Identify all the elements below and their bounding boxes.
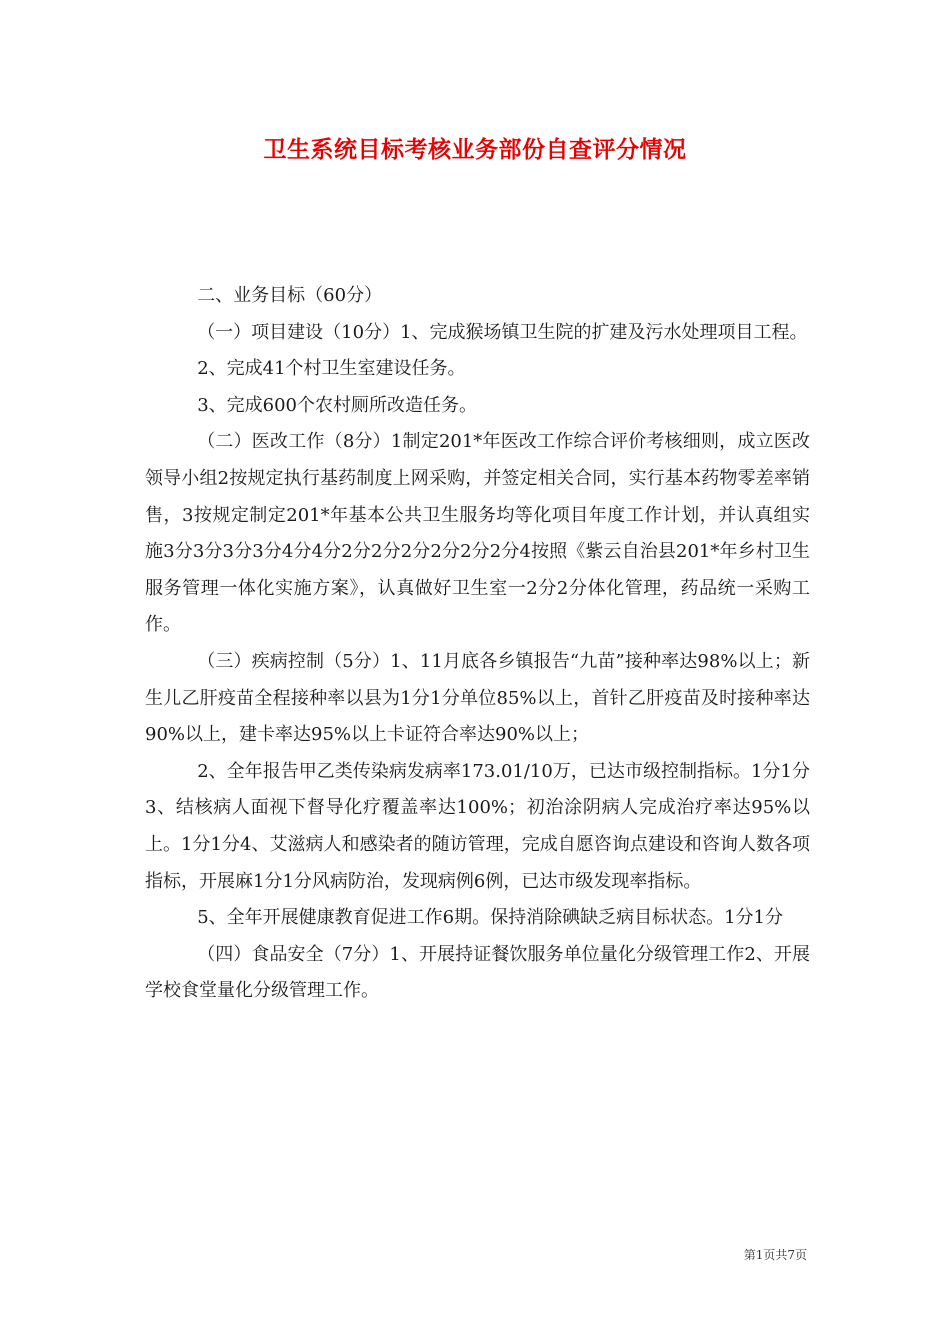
paragraph: （二）医改工作（8分）1制定201*年医改工作综合评价考核细则，成立医改领导小组2按规定执行基药制度上网采购，并签定相关合同，实行基本药物零差率销售，3按规定制定201*年基本公共卫生服务均等化项目年度工作计划，并认真组实施3分3分3分3分4分4分2分2分2分2分2分2分4按照《紫云自治县201*年乡村卫生服务管理一体化实施方案》，认真做好卫生室一2分2分体化管理，药品统一采购工作。: [145, 431, 810, 636]
paragraph: （一）项目建设（10分）1、完成猴场镇卫生院的扩建及污水处理项目工程。: [197, 321, 808, 343]
paragraph: 2、完成41个村卫生室建设任务。: [197, 358, 466, 380]
paragraph: 3、完成600个农村厕所改造任务。: [197, 394, 477, 416]
page-number-footer: 第1页共7页: [743, 1248, 807, 1262]
paragraph: （三）疾病控制（5分）1、11月底各乡镇报告“九苗”接种率达98%以上；新生儿乙肝疫苗全程接种率以县为1分1分单位85%以上，首针乙肝疫苗及时接种率达90%以上，建卡率达95%以上卡证符合率达90%以上；: [145, 650, 810, 746]
paragraph: （四）食品安全（7分）1、开展持证餐饮服务单位量化分级管理工作2、开展学校食堂量化分级管理工作。: [145, 943, 810, 1002]
paragraph: 二、业务目标（60分）: [197, 285, 383, 306]
paragraph: 2、全年报告甲乙类传染病发病率173.01/10万，已达市级控制指标。1分1分3、结核病人面视下督导化疗覆盖率达100%；初治涂阴病人完成治疗率达95%以上。1分1分4、艾滋病人和感染者的随访管理，完成自愿咨询点建设和咨询人数各项指标，开展麻1分1分风病防治，发现病例6例，已达市级发现率指标。: [145, 760, 810, 892]
paragraph: 5、全年开展健康教育促进工作6期。保持消除碘缺乏病目标状态。1分1分: [197, 907, 783, 929]
document-body: [145, 278, 810, 1010]
document-title: 卫生系统目标考核业务部份自查评分情况: [263, 136, 687, 163]
